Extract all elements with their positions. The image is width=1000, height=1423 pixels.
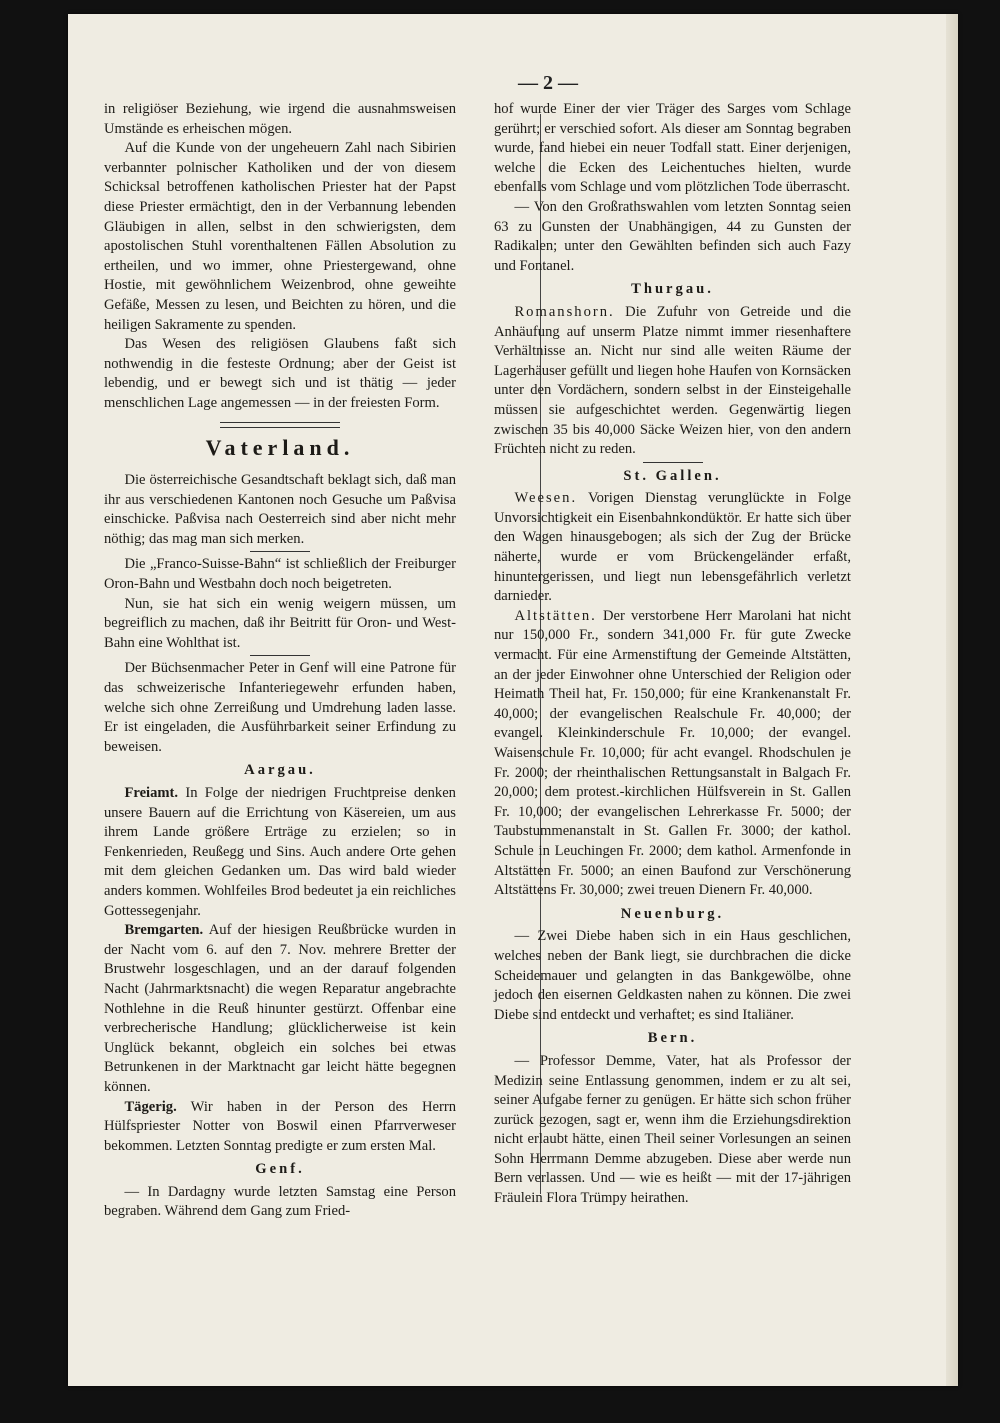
item-rule xyxy=(250,655,310,656)
place-name: Tägerig. xyxy=(124,1098,177,1115)
article-text: Wir haben in der Person des Herrn Hülfspriester Notter von Boswil einen Pfarrverweser bekommen. Letzten Sonntag predigte er zum ersten Mal. xyxy=(104,1098,456,1154)
paragraph: Die österreichische Gesandtschaft beklagt sich, daß man ihr aus verschiedenen Kantonen noch Gesuche um Paßvisa einschicke. Paßvisa nach Oesterreich sind aber nicht mehr nöthig; das mag man sich merken. xyxy=(104,472,456,547)
section-title-stgallen: St. Gallen. xyxy=(623,467,722,484)
article-text: Vorigen Dienstag verunglückte in Folge Unvorsichtigkeit ein Eisenbahnkondüktör. Er hatte sich über den Wagen hinausgebogen; als sich der Zug der Brücke näherte, wurde er vom Brückengeländer erfaßt, hinuntergerissen, und liegt nun lebensgefährlich verletzt darnieder. xyxy=(494,490,852,605)
section-title-genf: Genf. xyxy=(255,1161,305,1178)
paragraph: Auf die Kunde von der ungeheuern Zahl nach Sibirien verbannter polnischer Katholiken und der von diesem Schicksal betroffenen katholischen Priester hat der Papst diese Priester ermächtigt, den in der Verbannung lebenden Gläubigen in allen, selbst in den schwierigsten, dem apostolischen Stuhl vorenthaltenen Fällen Absolution zu ertheilen, und wo immer, ohne Priestergewand, ohne Hostie, mit gewöhnlichem Weizenbrod, ohne geweihte Gefäße, Messen zu lesen, und Beichten zu hören, und die heiligen Sakramente zu spenden. xyxy=(104,140,456,333)
section-title-bern: Bern. xyxy=(647,1030,698,1047)
paragraph: — Zwei Diebe haben sich in ein Haus geschlichen, welches neben der Bank liegt, sie durchbrachen die dicke Scheidemauer und gelangten in das Bankgewölbe, ohne jedoch den eisernen Geldkasten nahen zu können. Die zwei Diebe sind entdeckt und verhaftet; es sind Italiäner. xyxy=(494,928,851,1023)
section-title-aargau: Aargau. xyxy=(244,762,316,779)
page-number: — 2 — xyxy=(518,72,578,94)
place-name: Romanshorn. xyxy=(514,303,615,320)
paragraph: hof wurde Einer der vier Träger des Sarges vom Schlage gerührt; er verschied sofort. Als dieser am Sonntag begraben wurde, fand hiebei ein neuer Todfall statt. Einer derjenigen, welche die Ecken des Leichentuches hielten, wurde ebenfalls vom Schlage und vom plötzlichen Tode überrascht. xyxy=(494,101,851,196)
paragraph: in religiöser Beziehung, wie irgend die ausnahmsweisen Umstände es erheischen mögen. xyxy=(104,101,456,137)
page-edge xyxy=(946,14,958,1386)
section-title-thurgau: Thurgau. xyxy=(631,281,714,298)
section-rule xyxy=(220,422,340,428)
right-column xyxy=(494,100,851,1209)
paragraph: — Von den Großrathswahlen vom letzten Sonntag seien 63 zu Gunsten der Unabhängigen, 44 zu Gunsten der Radikalen; unter den Gewählten befinden sich auch Fazy und Fontanel. xyxy=(494,198,851,274)
left-column xyxy=(104,100,456,1222)
section-title-vaterland: Vaterland. xyxy=(205,434,355,460)
paragraph: Nun, sie hat sich ein wenig weigern müssen, um begreiflich zu machen, daß ihr Beitritt für Oron- und West-Bahn eine Wohlthat ist. xyxy=(104,595,456,651)
place-name: Weesen. xyxy=(514,490,578,507)
article-text: Der verstorbene Herr Marolani hat nicht nur 150,000 Fr., sondern 341,000 Fr. für gute Zwecke vermacht. Für eine Armenstiftung der Gemeinde Altstätten, an der jeder Einwohner ohne Unterschied der Religion oder Heimath Theil hat, Fr. 150,000; für eine Krankenanstalt Fr. 40,000; der evangelischen Realschule Fr. 40,000; der evangel. Kleinkinderschule Fr. 10,000; der evangel. Waisenschule Fr. 10,000; für acht evangel. Rhodschulen je Fr. 2000; der rheinthalischen Rettungsanstalt in Balgach Fr. 20,000; dem protest.-kirchlichen Hülfsverein in St. Gallen Fr. 10,000; der evangelischen Lehrerkasse Fr. 5000; der Taubstummenanstalt in St. Gallen Fr. 3000; der kathol. Schule in Leuchingen Fr. 2000; dem kathol. Armenfonde in Altstätten Fr. 5000; an einen Baufond zur Verschönerung Altstättens Fr. 30,000; zwei treuen Dienern Fr. 40,000. xyxy=(494,607,851,899)
item-rule xyxy=(250,551,310,552)
place-name: Freiamt. xyxy=(124,785,179,801)
paragraph: Die „Franco-Suisse-Bahn“ ist schließlich der Freiburger Oron-Bahn und Westbahn doch noch beigetreten. xyxy=(104,556,456,593)
article-text: In Folge der niedrigen Fruchtpreise denken unsere Bauern auf die Errichtung von Käsereien, um aus ihrem Lande größere Erträge zu erzielen; so in Fenkenrieden, Reußegg und Sins. Auch andere Orte gehen mit dem gleichen Gedanken um. Das wird bald wieder anders kommen. Wohlfeiles Brod bedeutet ja ein reichliches Gottessegenjahr. xyxy=(104,785,456,919)
place-name: Altstätten. xyxy=(514,607,597,624)
paragraph: Der Büchsenmacher Peter in Genf will eine Patrone für das schweizerische Infanteriegewehr erfunden haben, welche sich ohne Zerreißung und Umdrehung laden lasse. Er ist eingeladen, die Ausführbarkeit seiner Erfindung zu beweisen. xyxy=(104,660,456,755)
article-text: Auf der hiesigen Reußbrücke wurden in der Nacht vom 6. auf den 7. Nov. mehrere Bretter der Brustwehr losgeschlagen, und an der darauf folgenden Nacht (Jahrmarktsnacht) die wegen Reparatur angebrachte Nothlehne in die Reuß hinunter gestürzt. Offenbar eine verbrecherische Handlung; glücklicherweise ist kein Unglück bekannt, obgleich ein solches bei etwas Betrunkenen in der Marktnacht gar leicht hätte begegnen können. xyxy=(104,922,456,1095)
section-title-neuenburg: Neuenburg. xyxy=(620,905,725,922)
paragraph: — Professor Demme, Vater, hat als Professor der Medizin seine Entlassung genommen, indem er zu alt sei, seiner Aufgabe ferner zu genügen. Er hätte sich schon früher zurück gezogen, sagt er, wenn ihm die Erziehungsdirektion nicht erlaubt hätte, einen Theil seiner Vorlesungen an seinen Sohn Herrmann Demme abzugeben. Diese aber werde nun Bern verlassen. Und — wie es heißt — mit der 17-jährigen Fräulein Flora Trümpy heirathen. xyxy=(494,1052,851,1207)
place-name: Bremgarten. xyxy=(124,922,204,939)
paragraph: — In Dardagny wurde letzten Samstag eine Person begraben. Während dem Gang zum Fried- xyxy=(104,1183,456,1220)
item-rule xyxy=(643,462,703,463)
article-text: Die Zufuhr von Getreide und die Anhäufung auf unserm Platze nimmt immer riesenhaftere Verhältnisse an. Nicht nur sind alle weiten Räume der Lagerhäuser gefüllt und liegen hohe Haufen von Kornsäcken unter den Vordächern, sondern selbst in der Einsteigehalle müssen sie aufgeschichtet werden. Gegenwärtig liegen zwischen 35 bis 40,000 Säcke Weizen hier, von den andern Früchten nicht zu reden. xyxy=(494,303,851,458)
paragraph: Das Wesen des religiösen Glaubens faßt sich nothwendig in die festeste Ordnung; aber der Geist ist lebendig, und er bewegt sich und ist thätig — jeder menschlichen Lage angemessen — in der freiesten Form. xyxy=(104,336,456,411)
